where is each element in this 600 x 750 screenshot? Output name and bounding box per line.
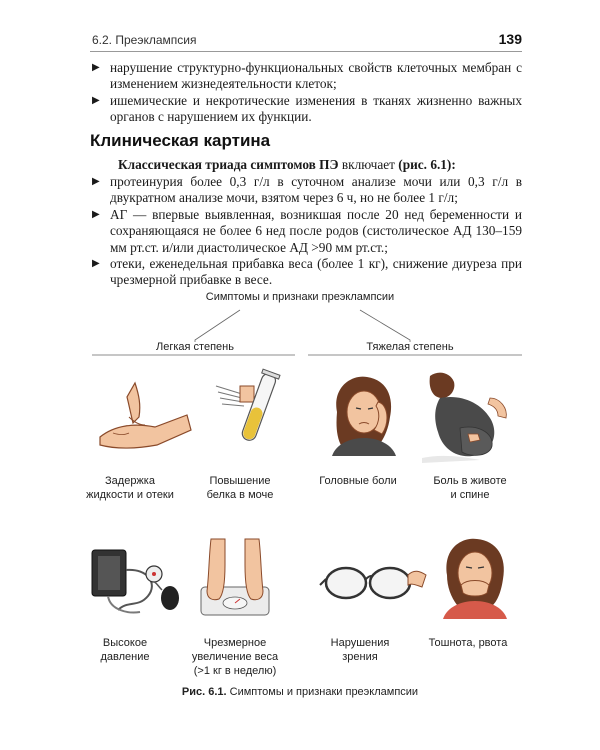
figure-caption: Рис. 6.1. Симптомы и признаки преэклампсии [181, 686, 419, 698]
bullet-icon: ▶ [92, 62, 100, 73]
list-item: ▶ АГ — впервые выявленная, возникшая после 20 нед беременности и сохраняющаяся не более 6 нед после родов (систолическое АД 130–159 мм рт.ст. и/или диастолическое АД >90 мм рт.ст.; [92, 206, 522, 255]
pregnant-woman-pain-icon [420, 368, 515, 463]
symptom-label: Боль в животе и спине [433, 475, 507, 501]
nausea-woman-icon [435, 535, 515, 620]
figure-root-label: Симптомы и признаки преэклампсии [205, 291, 395, 303]
symptom-label: Тошнота, рвота [428, 637, 508, 649]
scale-feet-icon [195, 535, 275, 620]
swollen-leg-icon [95, 375, 195, 455]
glasses-icon [318, 555, 428, 615]
triad-intro: Классическая триада симптомов ПЭ включает (рис. 6.1): [118, 157, 456, 172]
symptom-label: Задержка жидкости и отеки [86, 475, 174, 501]
bullet-icon: ▶ [92, 176, 100, 187]
bullet-icon: ▶ [92, 258, 100, 270]
severe-label: Тяжелая степень [366, 341, 454, 353]
page-number: 139 [498, 31, 522, 47]
headache-woman-icon [322, 372, 402, 457]
tonometer-icon [88, 540, 183, 620]
list-item: ▶ отеки, еженедельная прибавка веса (более 1 кг), снижение диуреза при чрезмерной прибавке в весе. [92, 256, 522, 288]
list-item: ▶ ишемические и некротические изменения в тканях жизненно важных органов с нарушением их функции. [92, 92, 522, 125]
test-tube-icon [212, 368, 282, 458]
list-item: ▶ нарушение структурно-функциональных свойств клеточных мембран с изменением жизнедеятельности клеток; [92, 60, 522, 92]
symptom-label: Высокое давление [100, 637, 150, 663]
mild-label: Легкая степень [156, 341, 234, 353]
running-title: 6.2. Преэклампсия [92, 33, 197, 47]
bullet-icon: ▶ [92, 208, 100, 220]
list-item: ▶ протеинурия более 0,3 г/л в суточном анализе мочи или 0,3 г/л в двукратном анализе мочи, взятом через 6 ч, но не более 1 г/л; [92, 174, 522, 206]
symptom-label: Головные боли [319, 475, 397, 487]
bullet-icon: ▶ [92, 94, 100, 106]
symptom-label: Нарушения зрения [330, 637, 390, 663]
section-heading: Клиническая картина [90, 131, 271, 150]
symptom-label: Повышение белка в моче [206, 475, 274, 501]
symptom-label: Чрезмерное увеличение веса (>1 кг в неделю) [191, 637, 279, 677]
